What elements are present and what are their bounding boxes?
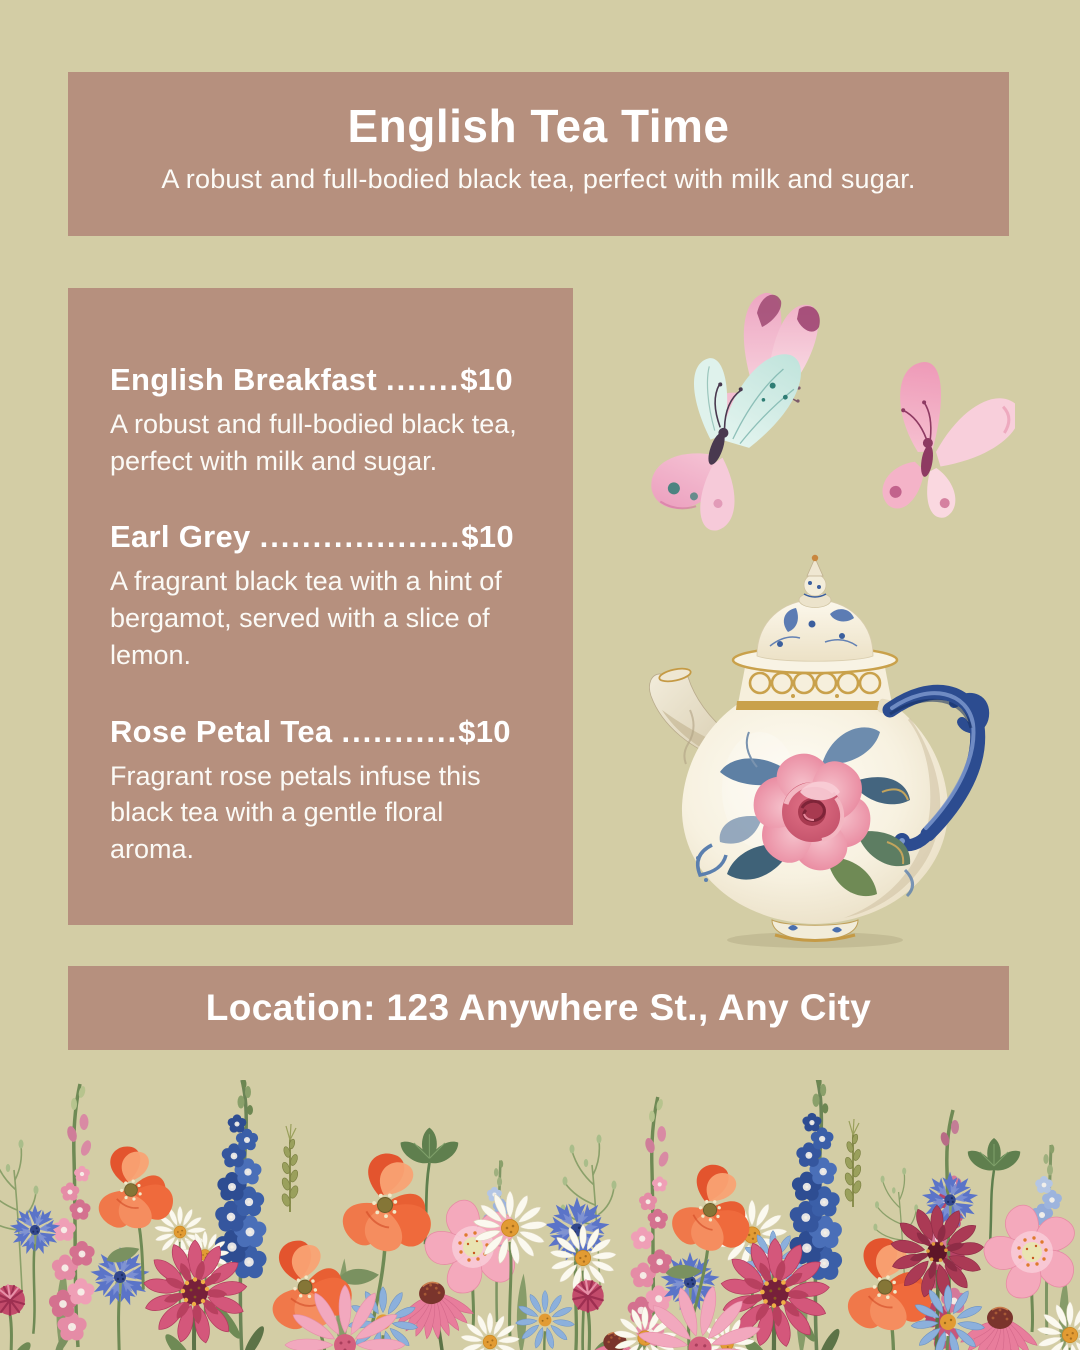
menu-item-price: $10	[461, 519, 514, 555]
header-panel	[68, 72, 1009, 236]
menu-item-description: A fragrant black tea with a hint of bergamot, served with a slice of lemon.	[110, 566, 502, 670]
menu-item-name: English Breakfast	[110, 362, 377, 397]
menu-item-name: Rose Petal Tea	[110, 713, 333, 749]
page-title: English Tea Time	[347, 100, 730, 152]
menu-item-title	[110, 714, 531, 750]
location-bar	[68, 966, 1009, 1050]
teapot-illustration	[620, 550, 1010, 950]
menu-item-title	[110, 362, 531, 398]
page-subtitle: A robust and full-bodied black tea, perfect with milk and sugar.	[161, 163, 916, 194]
menu-item-name: Earl Grey	[110, 519, 251, 555]
menu-item-price: $10	[460, 362, 513, 397]
floral-border-illustration	[0, 1080, 1080, 1350]
menu-item-dots: ...........	[341, 713, 459, 749]
menu-item-title	[110, 519, 531, 555]
menu-item	[110, 362, 531, 479]
menu-item-dots: .......	[385, 362, 461, 397]
menu-item-dots: ...................	[259, 519, 462, 555]
menu-item	[110, 714, 531, 868]
location-text: Location: 123 Anywhere St., Any City	[205, 987, 872, 1028]
menu-panel	[68, 288, 573, 925]
butterflies-illustration	[615, 283, 1015, 533]
menu-item-description: A robust and full-bodied black tea, perfect with milk and sugar.	[110, 409, 517, 476]
menu-item-description: Fragrant rose petals infuse this black tea with a gentle floral aroma.	[110, 760, 481, 865]
menu-item	[110, 519, 531, 673]
menu-item-price: $10	[458, 713, 511, 749]
